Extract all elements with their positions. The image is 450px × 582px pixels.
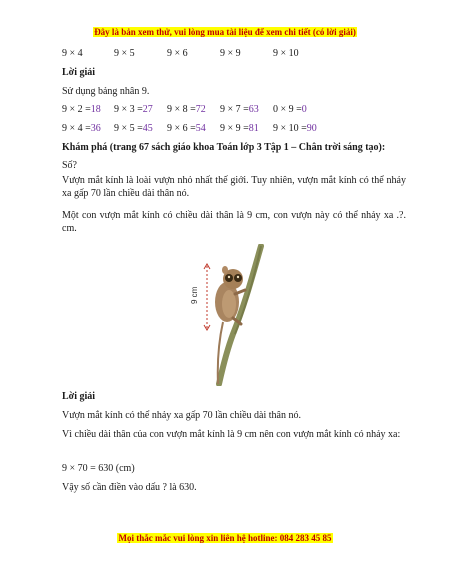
expression: 9 × 6 = xyxy=(167,123,196,134)
answer: 54 xyxy=(195,123,206,134)
solution2-heading: Lời giải xyxy=(62,391,96,402)
expression: 0 × 9 = xyxy=(273,104,302,115)
preview-banner xyxy=(0,27,450,37)
answer: 18 xyxy=(90,104,101,115)
expression: 9 × 9 = xyxy=(220,123,249,134)
tarsier-svg xyxy=(183,244,273,386)
preview-banner-text: Đây là bản xem thử, vui lòng mua tài liệu để xem chi tiết (có lời giải) xyxy=(94,27,356,37)
eye-highlight xyxy=(237,276,239,278)
answer: 63 xyxy=(248,104,259,115)
top-row-item: 9 × 5 xyxy=(114,48,135,59)
solution2-line-3: 9 × 70 = 630 (cm) xyxy=(62,463,135,474)
expression: 9 × 10 = xyxy=(273,123,307,134)
explore-question: Số? xyxy=(62,160,77,171)
top-row-item: 9 × 9 xyxy=(220,48,241,59)
hotline-banner xyxy=(0,533,450,543)
top-row-item: 9 × 4 xyxy=(62,48,83,59)
answer: 0 xyxy=(301,104,307,115)
solution1-intro: Sử dụng bảng nhân 9. xyxy=(62,86,150,97)
solution2-line-2: Vì chiều dài thân của con vượn mắt kính là 9 cm nên con vượn mắt kính có nhảy xa: xyxy=(62,429,401,440)
top-row-item: 9 × 6 xyxy=(167,48,188,59)
tarsier-ear xyxy=(222,266,228,274)
expression: 9 × 7 = xyxy=(220,104,249,115)
solution2-line-1: Vượn mắt kính có thể nhảy xa gấp 70 lần chiều dài thân nó. xyxy=(62,410,301,421)
solution2-line-4: Vậy số cần điền vào dấu ? là 630. xyxy=(62,482,197,493)
answer: 27 xyxy=(142,104,153,115)
expression: 9 × 8 = xyxy=(167,104,196,115)
eye-highlight xyxy=(228,276,230,278)
expression: 9 × 5 = xyxy=(114,123,143,134)
top-row-item: 9 × 10 xyxy=(273,48,299,59)
multiplication-row-1 xyxy=(62,103,307,116)
solution1-heading: Lời giải xyxy=(62,67,96,78)
answer: 36 xyxy=(90,123,101,134)
top-row xyxy=(62,47,299,60)
length-label: 9 cm xyxy=(190,286,199,304)
multiplication-row-2 xyxy=(62,122,317,135)
answer: 81 xyxy=(248,123,259,134)
answer: 45 xyxy=(142,123,153,134)
explore-title: Khám phá (trang 67 sách giáo khoa Toán lớp 3 Tập 1 – Chân trời sáng tạo): xyxy=(62,142,386,153)
expression: 9 × 4 = xyxy=(62,123,91,134)
answer: 90 xyxy=(306,123,317,134)
explore-paragraph-2: Một con vượn mắt kính có chiều dài thân là 9 cm, con vượn này có thể nhảy xa .?. cm. xyxy=(62,210,406,234)
explore-paragraph-1: Vượn mắt kính là loài vượn nhỏ nhất thế giới. Tuy nhiên, vượn mắt kính có thể nhảy xa gấp 70 lần chiều dài thân nó. xyxy=(62,175,406,199)
expression: 9 × 3 = xyxy=(114,104,143,115)
hotline-banner-text: Mọi thắc mắc vui lòng xin liên hệ hotline: 084 283 45 85 xyxy=(118,533,332,543)
expression: 9 × 2 = xyxy=(62,104,91,115)
answer: 72 xyxy=(195,104,206,115)
tarsier-illustration xyxy=(183,244,273,386)
